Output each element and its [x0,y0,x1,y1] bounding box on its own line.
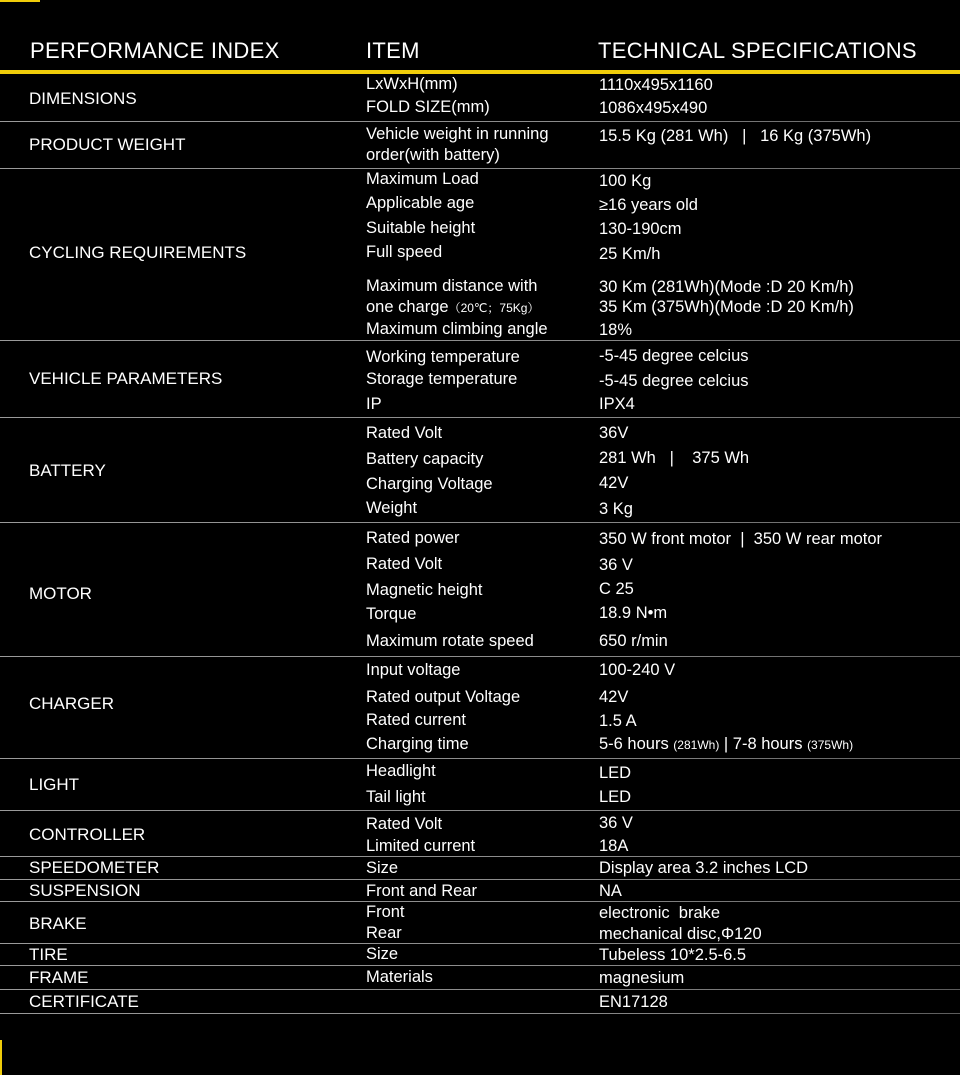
spec-value: 18.9 N•m [599,604,668,622]
spec-value: -5-45 degree celcius [599,347,749,365]
spec-value: LED [599,788,632,806]
spec-value: 25 Km/h [599,245,661,263]
header-technical-specifications: TECHNICAL SPECIFICATIONS [598,38,917,63]
spec-value: 1.5 A [599,712,637,730]
item-label: Charging time [366,735,469,753]
spec-value: 3 Kg [599,500,633,518]
item-label: Torque [366,605,417,623]
item-label: Rear [366,924,402,942]
spec-value: mechanical disc,Φ120 [599,925,762,943]
item-label: Maximum distance with [366,277,538,295]
item-label: Materials [366,968,433,986]
category-label: CYCLING REQUIREMENTS [29,243,247,262]
category-label: CERTIFICATE [29,992,139,1011]
item-label: order(with battery) [366,146,500,164]
group-frame [0,966,960,990]
spec-value-charging-time [599,734,853,755]
item-label: Rated current [366,711,466,729]
spec-value: 42V [599,688,629,706]
group-battery [0,418,960,523]
item-label: Full speed [366,243,443,261]
table-header [0,0,960,70]
item-label: Limited current [366,837,476,855]
category-label: CONTROLLER [29,825,146,844]
charging-time-sep: | 7-8 hours [719,735,808,753]
category-label: LIGHT [29,775,80,794]
group-suspension [0,880,960,902]
item-label: FOLD SIZE(mm) [366,98,490,116]
item-note: （20℃；75Kg） [448,301,540,315]
category-label: FRAME [29,968,89,987]
corner-accent [0,0,40,2]
category-label: MOTOR [29,584,92,603]
charging-time-b-note: (375Wh) [807,738,854,752]
group-tire [0,944,960,966]
item-label: Rated Volt [366,424,443,442]
item-label: Headlight [366,762,436,780]
item-label [366,297,539,318]
group-brake [0,902,960,944]
spec-value: 36 V [599,814,633,832]
spec-value: 100-240 V [599,661,676,679]
group-motor [0,523,960,657]
item-label: Maximum climbing angle [366,320,548,338]
item-label: IP [366,395,382,413]
item-label: Magnetic height [366,581,483,599]
spec-value: 1110x495x1160 [599,76,713,94]
item-label: Storage temperature [366,370,518,388]
spec-value: IPX4 [599,395,635,413]
category-label: TIRE [29,945,68,964]
category-label: SUSPENSION [29,881,141,900]
item-label: LxWxH(mm) [366,75,458,93]
item-label: Weight [366,499,418,517]
group-vehicle-parameters [0,341,960,418]
item-label: Maximum rotate speed [366,632,534,650]
spec-value: LED [599,764,632,782]
category-label: PRODUCT WEIGHT [29,135,186,154]
category-label: BRAKE [29,914,87,933]
spec-value: C 25 [599,580,634,598]
spec-value: 130-190cm [599,220,682,238]
group-controller [0,811,960,857]
spec-value: Display area 3.2 inches LCD [599,859,809,877]
group-light [0,759,960,811]
item-label: Rated Volt [366,555,443,573]
item-label: Working temperature [366,348,520,366]
spec-value: 100 Kg [599,172,652,190]
spec-value: 36 V [599,556,633,574]
group-dimensions [0,74,960,122]
spec-value: EN17128 [599,993,668,1011]
group-cycling-requirements [0,169,960,341]
item-label: Battery capacity [366,450,484,468]
item-label: Vehicle weight in running [366,125,549,143]
category-label: VEHICLE PARAMETERS [29,369,223,388]
category-label: CHARGER [29,694,115,713]
spec-value: 18% [599,321,633,339]
header-item: ITEM [366,38,420,63]
item-label: Maximum Load [366,170,479,188]
spec-value: 18A [599,837,629,855]
item-label: Size [366,859,399,877]
spec-value: ≥16 years old [599,196,698,214]
spec-value: 1086x495x490 [599,99,708,117]
group-speedometer [0,857,960,880]
header-performance-index: PERFORMANCE INDEX [30,38,280,63]
spec-value: -5-45 degree celcius [599,372,749,390]
item-label: Charging Voltage [366,475,493,493]
group-charger [0,657,960,759]
spec-value: 35 Km (375Wh)(Mode :D 20 Km/h) [599,298,854,316]
item-label: Rated power [366,529,460,547]
spec-value: NA [599,882,622,900]
spec-value: magnesium [599,969,685,987]
category-label: DIMENSIONS [29,89,137,108]
item-label: Input voltage [366,661,461,679]
item-label: Front [366,903,405,921]
charging-time-a-note: (281Wh) [673,738,720,752]
item-label: Rated Volt [366,815,443,833]
spec-value: 30 Km (281Wh)(Mode :D 20 Km/h) [599,278,854,296]
category-label: BATTERY [29,461,106,480]
item-label-text: one charge [366,298,449,316]
spec-value: 350 W front motor | 350 W rear motor [599,530,883,548]
category-label: SPEEDOMETER [29,858,160,877]
item-label: Applicable age [366,194,475,212]
item-label: Front and Rear [366,882,477,900]
group-product-weight [0,122,960,169]
item-label: Suitable height [366,219,476,237]
item-label: Size [366,945,399,963]
item-label: Tail light [366,788,426,806]
spec-value: 650 r/min [599,632,668,650]
spec-value: 36V [599,424,629,442]
spec-value: 42V [599,474,629,492]
row-divider [0,1013,960,1014]
spec-value: 281 Wh | 375 Wh [599,449,750,467]
spec-value: Tubeless 10*2.5-6.5 [599,946,747,964]
group-certificate [0,990,960,1014]
left-edge-accent [0,1040,2,1075]
spec-value: electronic brake [599,904,721,922]
item-label: Rated output Voltage [366,688,521,706]
charging-time-a: 5-6 hours [599,735,674,753]
spec-value: 15.5 Kg (281 Wh) | 16 Kg (375Wh) [599,127,872,145]
